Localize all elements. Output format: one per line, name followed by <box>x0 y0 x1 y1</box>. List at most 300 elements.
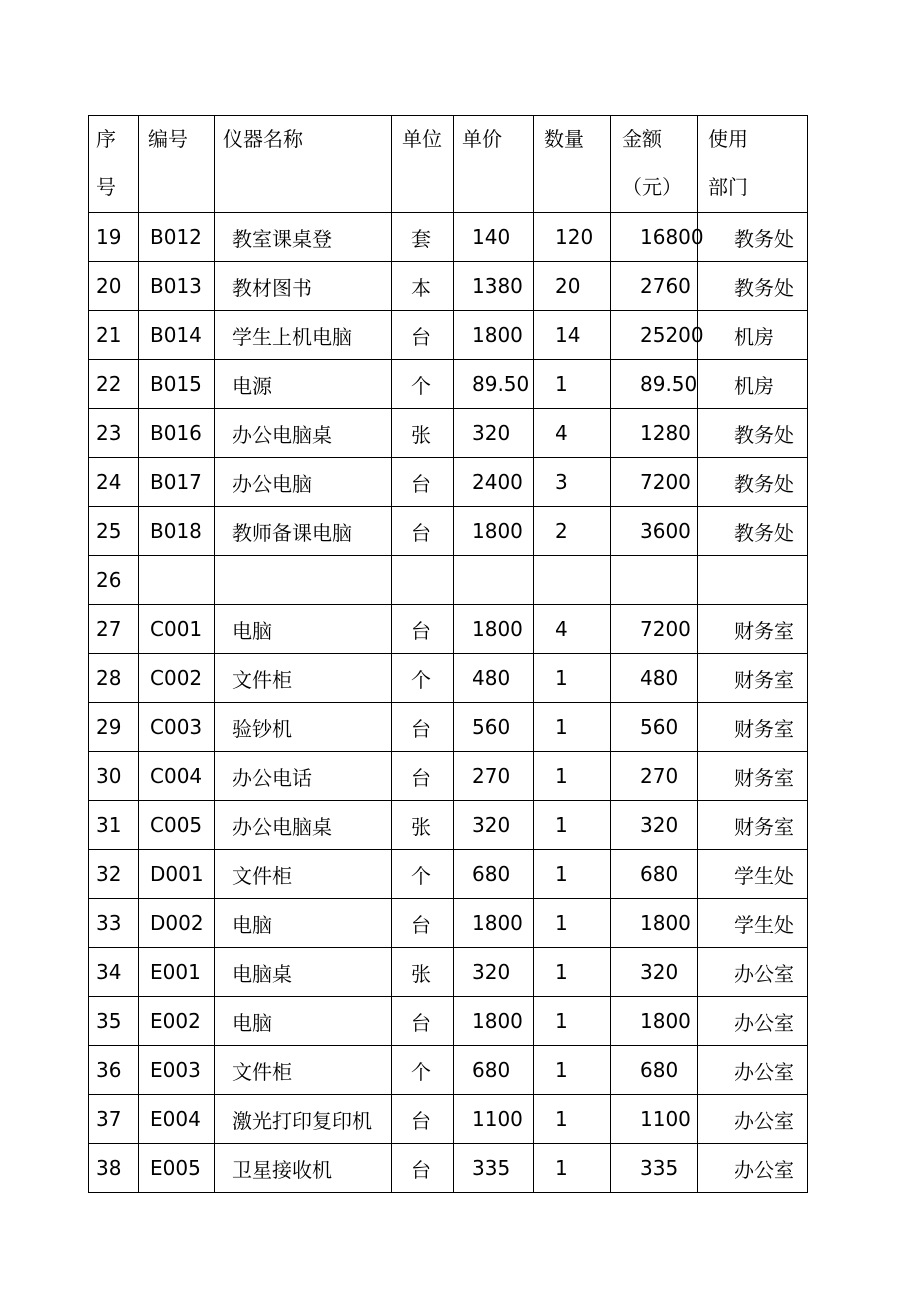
cell-seq <box>89 213 139 262</box>
cell-seq <box>89 654 139 703</box>
code-value: B015 <box>150 372 202 396</box>
cell-unit <box>392 360 454 409</box>
price-value: 320 <box>472 421 511 445</box>
cell-name <box>215 850 392 899</box>
cell-seq <box>89 752 139 801</box>
price-value: 320 <box>472 960 511 984</box>
cell-name <box>215 311 392 360</box>
seq-value: 24 <box>96 470 122 494</box>
cell-name <box>215 507 392 556</box>
cell-department <box>698 409 808 458</box>
department-value: 教务处 <box>734 422 794 447</box>
name-value: 学生上机电脑 <box>232 324 352 349</box>
amount-value: 3600 <box>640 519 691 543</box>
seq-value: 38 <box>96 1156 122 1180</box>
department-value: 财务室 <box>734 618 794 643</box>
table-row <box>89 262 808 311</box>
cell-price <box>454 654 534 703</box>
cell-price <box>454 556 534 605</box>
cell-department <box>698 801 808 850</box>
department-value: 财务室 <box>734 716 794 741</box>
cell-amount <box>611 801 698 850</box>
price-value: 560 <box>472 715 511 739</box>
cell-code <box>139 507 215 556</box>
cell-amount <box>611 850 698 899</box>
cell-name <box>215 605 392 654</box>
cell-unit <box>392 1095 454 1144</box>
quantity-value: 1 <box>555 666 568 690</box>
department-value: 财务室 <box>734 667 794 692</box>
cell-seq <box>89 360 139 409</box>
table-row <box>89 850 808 899</box>
cell-name <box>215 801 392 850</box>
cell-quantity <box>534 213 611 262</box>
cell-quantity <box>534 507 611 556</box>
price-value: 1800 <box>472 323 523 347</box>
cell-quantity <box>534 997 611 1046</box>
quantity-value: 120 <box>555 225 594 249</box>
cell-unit <box>392 507 454 556</box>
department-value: 机房 <box>734 373 774 398</box>
code-value: E001 <box>150 960 201 984</box>
department-value: 学生处 <box>734 912 794 937</box>
cell-seq <box>89 850 139 899</box>
amount-value: 560 <box>640 715 679 739</box>
code-value: B012 <box>150 225 202 249</box>
cell-amount <box>611 948 698 997</box>
code-value: E005 <box>150 1156 201 1180</box>
seq-value: 19 <box>96 225 122 249</box>
department-value: 学生处 <box>734 863 794 888</box>
cell-code <box>139 654 215 703</box>
header-row <box>89 116 808 213</box>
seq-value: 28 <box>96 666 122 690</box>
cell-seq <box>89 703 139 752</box>
cell-quantity <box>534 409 611 458</box>
cell-amount <box>611 899 698 948</box>
cell-seq <box>89 1144 139 1193</box>
cell-name <box>215 948 392 997</box>
cell-quantity <box>534 703 611 752</box>
cell-unit <box>392 605 454 654</box>
amount-value: 89.50 <box>640 372 698 396</box>
amount-value: 1280 <box>640 421 691 445</box>
cell-code <box>139 556 215 605</box>
name-value: 激光打印复印机 <box>232 1108 372 1133</box>
cell-quantity <box>534 752 611 801</box>
cell-price <box>454 801 534 850</box>
cell-price <box>454 1144 534 1193</box>
cell-seq <box>89 605 139 654</box>
cell-name <box>215 703 392 752</box>
department-value: 办公室 <box>734 1157 794 1182</box>
cell-price <box>454 311 534 360</box>
cell-price <box>454 1095 534 1144</box>
cell-amount <box>611 1046 698 1095</box>
seq-value: 26 <box>96 568 122 592</box>
header-price: 单价 <box>454 116 534 213</box>
price-value: 1800 <box>472 1009 523 1033</box>
cell-code <box>139 213 215 262</box>
table-row <box>89 409 808 458</box>
seq-value: 20 <box>96 274 122 298</box>
cell-department <box>698 899 808 948</box>
table-row <box>89 703 808 752</box>
price-value: 1380 <box>472 274 523 298</box>
cell-price <box>454 948 534 997</box>
seq-value: 36 <box>96 1058 122 1082</box>
unit-value: 台 <box>411 520 431 545</box>
cell-unit <box>392 1144 454 1193</box>
code-value: B013 <box>150 274 202 298</box>
amount-value: 1800 <box>640 911 691 935</box>
table-row <box>89 1144 808 1193</box>
cell-quantity <box>534 556 611 605</box>
cell-unit <box>392 213 454 262</box>
cell-code <box>139 1095 215 1144</box>
cell-seq <box>89 997 139 1046</box>
cell-seq <box>89 1046 139 1095</box>
unit-value: 台 <box>411 1010 431 1035</box>
amount-value: 320 <box>640 813 679 837</box>
price-value: 335 <box>472 1156 511 1180</box>
quantity-value: 4 <box>555 617 568 641</box>
cell-department <box>698 654 808 703</box>
name-value: 电脑 <box>232 1010 272 1035</box>
cell-amount <box>611 409 698 458</box>
code-value: E004 <box>150 1107 201 1131</box>
department-value: 财务室 <box>734 814 794 839</box>
quantity-value: 1 <box>555 372 568 396</box>
price-value: 89.50 <box>472 372 530 396</box>
department-value: 教务处 <box>734 275 794 300</box>
quantity-value: 1 <box>555 911 568 935</box>
amount-value: 320 <box>640 960 679 984</box>
cell-code <box>139 752 215 801</box>
cell-seq <box>89 311 139 360</box>
cell-code <box>139 409 215 458</box>
cell-price <box>454 1046 534 1095</box>
cell-price <box>454 605 534 654</box>
cell-quantity <box>534 360 611 409</box>
cell-amount <box>611 262 698 311</box>
cell-unit <box>392 899 454 948</box>
cell-amount <box>611 703 698 752</box>
cell-code <box>139 997 215 1046</box>
seq-value: 23 <box>96 421 122 445</box>
code-value: C002 <box>150 666 203 690</box>
cell-unit <box>392 458 454 507</box>
cell-code <box>139 850 215 899</box>
name-value: 电脑 <box>232 618 272 643</box>
quantity-value: 2 <box>555 519 568 543</box>
cell-name <box>215 752 392 801</box>
cell-quantity <box>534 1144 611 1193</box>
amount-value: 7200 <box>640 617 691 641</box>
name-value: 电脑桌 <box>232 961 292 986</box>
cell-name <box>215 1144 392 1193</box>
cell-quantity <box>534 1095 611 1144</box>
cell-quantity <box>534 899 611 948</box>
quantity-value: 1 <box>555 1156 568 1180</box>
cell-department <box>698 262 808 311</box>
quantity-value: 1 <box>555 764 568 788</box>
unit-value: 台 <box>411 765 431 790</box>
table-row <box>89 458 808 507</box>
cell-code <box>139 801 215 850</box>
cell-name <box>215 654 392 703</box>
cell-price <box>454 409 534 458</box>
price-value: 1800 <box>472 519 523 543</box>
cell-unit <box>392 409 454 458</box>
cell-price <box>454 507 534 556</box>
quantity-value: 1 <box>555 813 568 837</box>
cell-department <box>698 360 808 409</box>
cell-name <box>215 409 392 458</box>
cell-seq <box>89 458 139 507</box>
price-value: 1800 <box>472 911 523 935</box>
cell-unit <box>392 654 454 703</box>
amount-value: 16800 <box>640 225 704 249</box>
cell-unit <box>392 262 454 311</box>
table-row <box>89 801 808 850</box>
cell-unit <box>392 703 454 752</box>
cell-name <box>215 213 392 262</box>
cell-amount <box>611 752 698 801</box>
price-value: 680 <box>472 1058 511 1082</box>
name-value: 文件柜 <box>232 863 292 888</box>
seq-value: 37 <box>96 1107 122 1131</box>
code-value: D001 <box>150 862 204 886</box>
cell-amount <box>611 997 698 1046</box>
cell-department <box>698 703 808 752</box>
cell-quantity <box>534 605 611 654</box>
seq-value: 27 <box>96 617 122 641</box>
cell-unit <box>392 997 454 1046</box>
price-value: 2400 <box>472 470 523 494</box>
code-value: B018 <box>150 519 202 543</box>
cell-quantity <box>534 801 611 850</box>
cell-name <box>215 1095 392 1144</box>
unit-value: 个 <box>411 373 431 398</box>
unit-value: 张 <box>411 814 431 839</box>
cell-seq <box>89 409 139 458</box>
cell-department <box>698 556 808 605</box>
cell-price <box>454 997 534 1046</box>
cell-seq <box>89 556 139 605</box>
code-value: E003 <box>150 1058 201 1082</box>
cell-seq <box>89 801 139 850</box>
table-row <box>89 311 808 360</box>
amount-value: 680 <box>640 1058 679 1082</box>
cell-seq <box>89 507 139 556</box>
department-value: 教务处 <box>734 226 794 251</box>
quantity-value: 4 <box>555 421 568 445</box>
cell-name <box>215 556 392 605</box>
department-value: 机房 <box>734 324 774 349</box>
table-row <box>89 1095 808 1144</box>
cell-department <box>698 311 808 360</box>
unit-value: 张 <box>411 961 431 986</box>
cell-code <box>139 311 215 360</box>
header-name: 仪器名称 <box>215 116 392 213</box>
cell-price <box>454 850 534 899</box>
price-value: 140 <box>472 225 511 249</box>
table-row <box>89 507 808 556</box>
cell-code <box>139 948 215 997</box>
header-amount: 金额 （元） <box>611 116 698 213</box>
cell-price <box>454 262 534 311</box>
cell-name <box>215 458 392 507</box>
name-value: 文件柜 <box>232 1059 292 1084</box>
cell-department <box>698 850 808 899</box>
quantity-value: 1 <box>555 1107 568 1131</box>
table-row <box>89 997 808 1046</box>
name-value: 电源 <box>232 373 272 398</box>
code-value: B014 <box>150 323 202 347</box>
cell-unit <box>392 556 454 605</box>
cell-name <box>215 360 392 409</box>
cell-code <box>139 1144 215 1193</box>
seq-value: 33 <box>96 911 122 935</box>
cell-unit <box>392 752 454 801</box>
cell-amount <box>611 1144 698 1193</box>
cell-unit <box>392 850 454 899</box>
amount-value: 25200 <box>640 323 704 347</box>
cell-department <box>698 1095 808 1144</box>
code-value: D002 <box>150 911 204 935</box>
name-value: 卫星接收机 <box>232 1157 332 1182</box>
cell-price <box>454 360 534 409</box>
name-value: 办公电脑桌 <box>232 422 332 447</box>
name-value: 验钞机 <box>232 716 292 741</box>
price-value: 270 <box>472 764 511 788</box>
cell-unit <box>392 1046 454 1095</box>
department-value: 办公室 <box>734 1059 794 1084</box>
cell-unit <box>392 948 454 997</box>
unit-value: 台 <box>411 716 431 741</box>
cell-quantity <box>534 1046 611 1095</box>
price-value: 1800 <box>472 617 523 641</box>
cell-unit <box>392 311 454 360</box>
seq-value: 21 <box>96 323 122 347</box>
header-quantity: 数量 <box>534 116 611 213</box>
cell-amount <box>611 213 704 262</box>
amount-value: 680 <box>640 862 679 886</box>
name-value: 教师备课电脑 <box>232 520 352 545</box>
seq-value: 35 <box>96 1009 122 1033</box>
cell-seq <box>89 1095 139 1144</box>
table-row <box>89 360 808 409</box>
cell-code <box>139 605 215 654</box>
cell-quantity <box>534 458 611 507</box>
unit-value: 个 <box>411 1059 431 1084</box>
department-value: 教务处 <box>734 520 794 545</box>
name-value: 教材图书 <box>232 275 312 300</box>
unit-value: 台 <box>411 912 431 937</box>
cell-name <box>215 899 392 948</box>
cell-seq <box>89 262 139 311</box>
department-value: 教务处 <box>734 471 794 496</box>
amount-value: 270 <box>640 764 679 788</box>
amount-value: 2760 <box>640 274 691 298</box>
quantity-value: 1 <box>555 862 568 886</box>
seq-value: 22 <box>96 372 122 396</box>
seq-value: 32 <box>96 862 122 886</box>
amount-value: 480 <box>640 666 679 690</box>
amount-value: 7200 <box>640 470 691 494</box>
cell-code <box>139 703 215 752</box>
cell-price <box>454 752 534 801</box>
unit-value: 台 <box>411 1108 431 1133</box>
header-seq: 序 号 <box>89 116 139 213</box>
cell-code <box>139 458 215 507</box>
unit-value: 台 <box>411 324 431 349</box>
cell-quantity <box>534 948 611 997</box>
name-value: 电脑 <box>232 912 272 937</box>
cell-amount <box>611 1095 698 1144</box>
cell-price <box>454 213 534 262</box>
header-unit: 单位 <box>392 116 454 213</box>
cell-department <box>698 605 808 654</box>
name-value: 教室课桌登 <box>232 226 332 251</box>
quantity-value: 1 <box>555 1009 568 1033</box>
quantity-value: 3 <box>555 470 568 494</box>
amount-value: 1100 <box>640 1107 691 1131</box>
cell-department <box>698 458 808 507</box>
cell-quantity <box>534 654 611 703</box>
quantity-value: 20 <box>555 274 581 298</box>
code-value: C005 <box>150 813 203 837</box>
table-row <box>89 556 808 605</box>
unit-value: 个 <box>411 863 431 888</box>
cell-name <box>215 1046 392 1095</box>
seq-value: 31 <box>96 813 122 837</box>
cell-amount <box>611 654 698 703</box>
cell-department <box>698 752 808 801</box>
price-value: 480 <box>472 666 511 690</box>
seq-value: 29 <box>96 715 122 739</box>
seq-value: 25 <box>96 519 122 543</box>
cell-department <box>698 997 808 1046</box>
cell-amount <box>611 507 698 556</box>
name-value: 文件柜 <box>232 667 292 692</box>
code-value: B016 <box>150 421 202 445</box>
department-value: 办公室 <box>734 961 794 986</box>
quantity-value: 1 <box>555 1058 568 1082</box>
cell-department <box>698 1144 808 1193</box>
cell-amount <box>611 311 704 360</box>
unit-value: 本 <box>411 275 431 300</box>
table-row <box>89 899 808 948</box>
header-department: 使用 部门 <box>698 116 808 213</box>
quantity-value: 1 <box>555 715 568 739</box>
amount-value: 1800 <box>640 1009 691 1033</box>
unit-value: 套 <box>411 226 431 251</box>
table-row <box>89 213 808 262</box>
table-row <box>89 654 808 703</box>
code-value: C001 <box>150 617 203 641</box>
department-value: 财务室 <box>734 765 794 790</box>
cell-quantity <box>534 262 611 311</box>
department-value: 办公室 <box>734 1108 794 1133</box>
cell-code <box>139 360 215 409</box>
unit-value: 张 <box>411 422 431 447</box>
equipment-table <box>88 115 808 1193</box>
seq-value: 34 <box>96 960 122 984</box>
price-value: 680 <box>472 862 511 886</box>
cell-quantity <box>534 850 611 899</box>
